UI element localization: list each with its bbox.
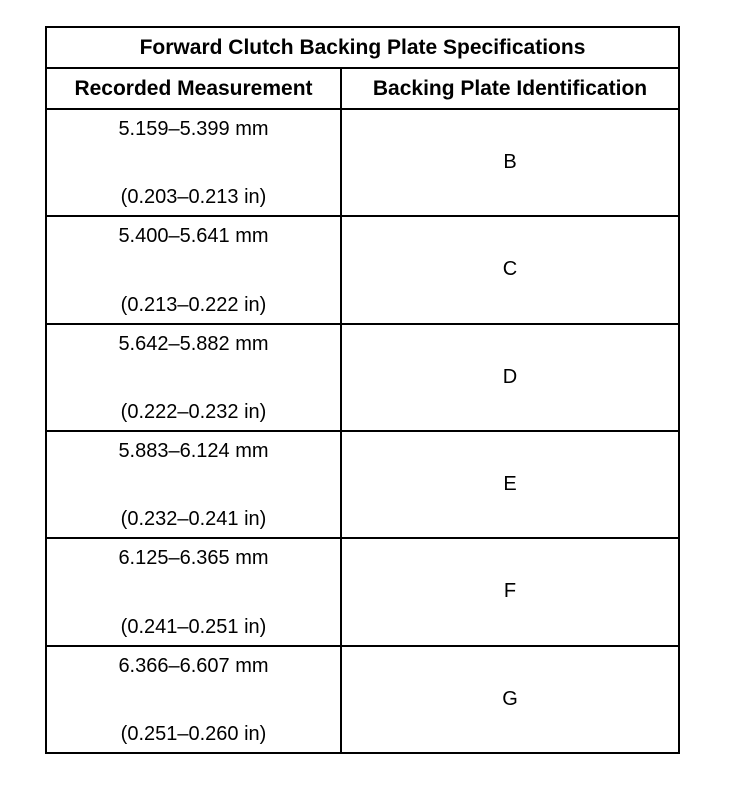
measurement-mm: 5.642–5.882 mm xyxy=(118,332,269,355)
identification-cell: B xyxy=(503,151,517,174)
measurement-mm: 5.159–5.399 mm xyxy=(118,118,269,140)
table-title: Forward Clutch Backing Plate Specifications xyxy=(47,28,678,69)
identification-cell: D xyxy=(502,365,518,388)
identification-cell: F xyxy=(503,580,517,603)
measurement-inch: (0.251–0.260 in) xyxy=(120,722,267,745)
measurement-mm: 6.125–6.365 mm xyxy=(118,547,269,570)
measurement-cell xyxy=(47,325,342,430)
table-row xyxy=(47,432,678,539)
measurement-cell xyxy=(47,539,342,644)
table-header-row xyxy=(47,69,678,110)
table-body xyxy=(47,110,678,752)
identification-cell: G xyxy=(502,687,518,710)
measurement-inch: (0.241–0.251 in) xyxy=(120,615,267,638)
measurement-mm: 6.366–6.607 mm xyxy=(118,654,269,677)
measurement-cell xyxy=(47,432,342,537)
table-row xyxy=(47,217,678,324)
measurement-inch: (0.203–0.213 in) xyxy=(120,186,267,209)
identification-cell: E xyxy=(503,473,517,496)
table-row xyxy=(47,539,678,646)
identification-cell: C xyxy=(502,258,518,281)
measurement-mm: 5.400–5.641 mm xyxy=(118,225,269,248)
measurement-inch: (0.222–0.232 in) xyxy=(120,400,267,423)
table-row xyxy=(47,647,678,752)
header-backing-plate-identification: Backing Plate Identification xyxy=(372,76,648,100)
spec-table xyxy=(45,26,680,754)
header-recorded-measurement: Recorded Measurement xyxy=(47,69,342,108)
measurement-mm: 5.883–6.124 mm xyxy=(118,439,269,462)
measurement-cell xyxy=(47,217,342,322)
measurement-inch: (0.213–0.222 in) xyxy=(120,293,267,316)
table-row xyxy=(47,325,678,432)
measurement-inch: (0.232–0.241 in) xyxy=(120,508,267,531)
measurement-cell xyxy=(47,110,342,215)
measurement-cell xyxy=(47,647,342,752)
table-row xyxy=(47,110,678,217)
